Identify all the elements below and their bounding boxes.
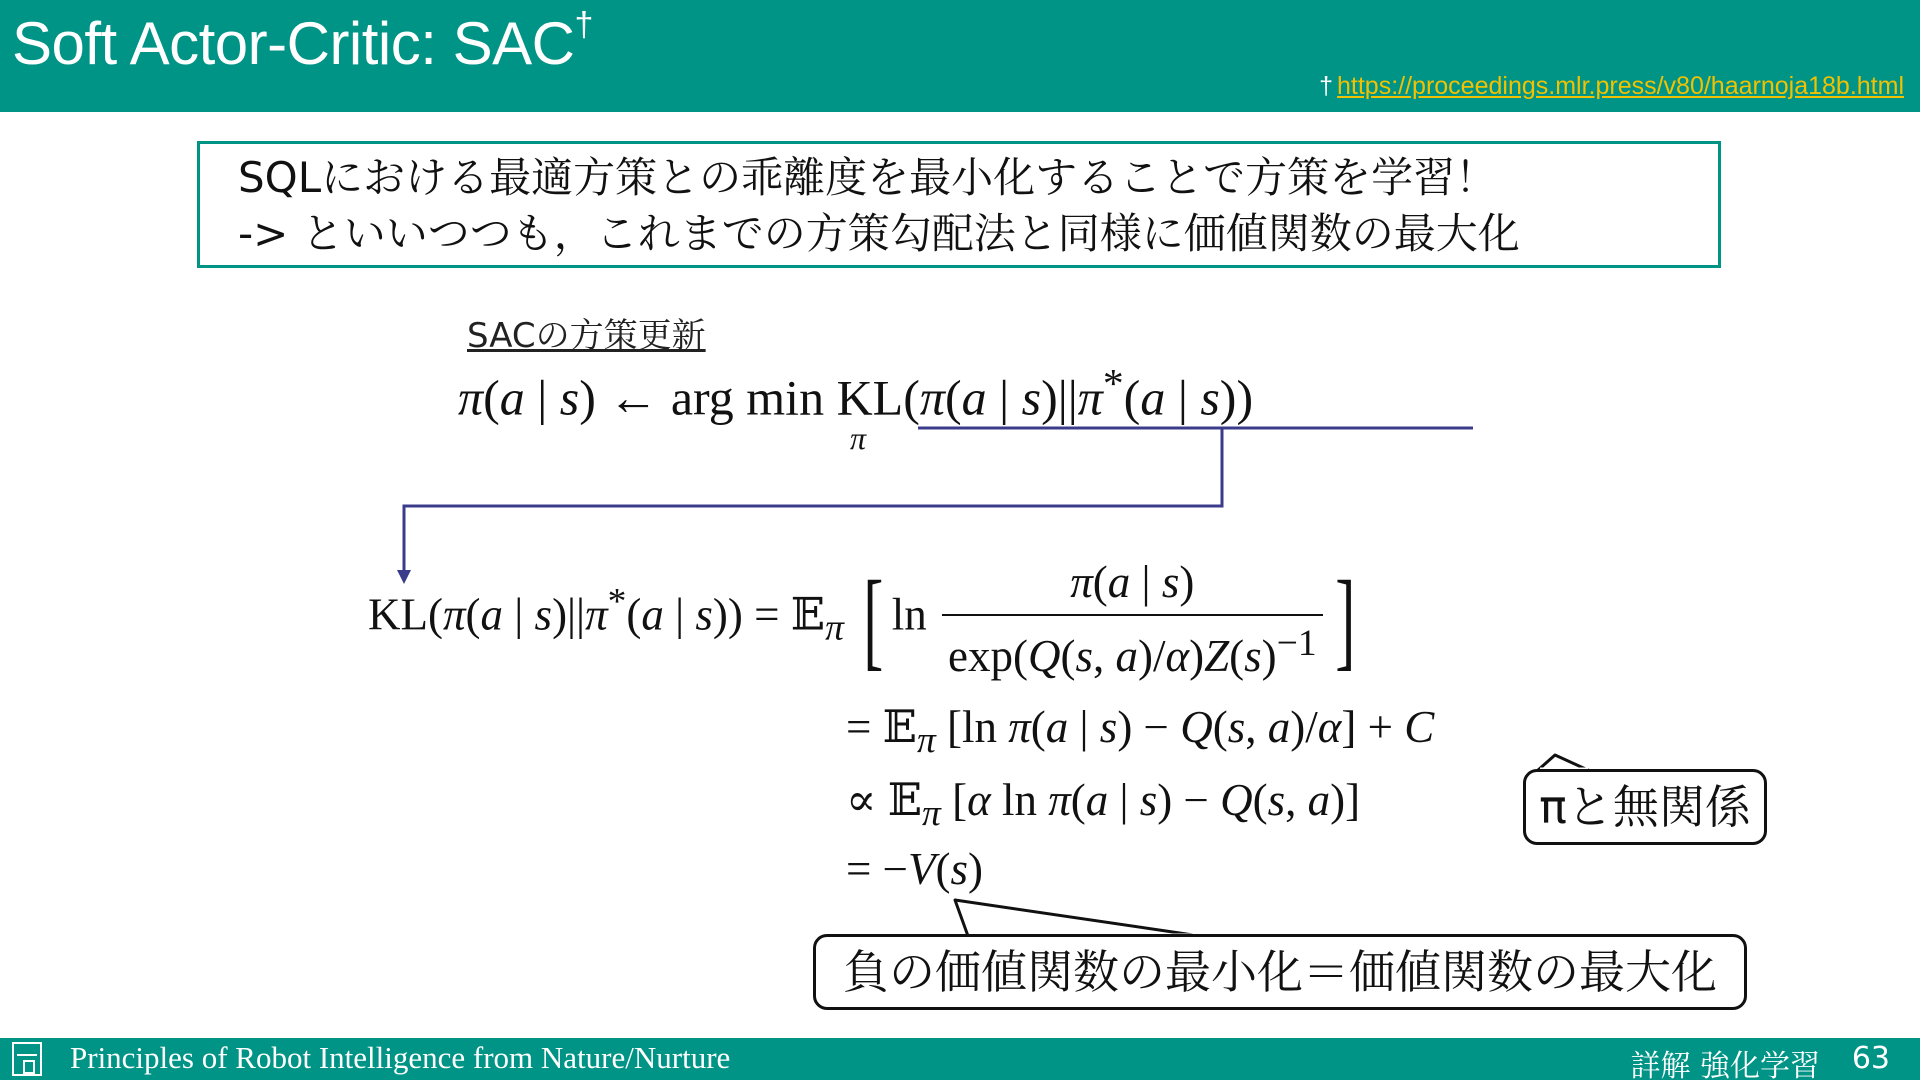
reference-link[interactable]: https://proceedings.mlr.press/v80/haarnoja18b.html <box>1337 72 1904 100</box>
kl-expansion-line-4: = −V(s) <box>846 844 984 894</box>
callout-pi-independent: πと無関係 <box>1523 769 1767 845</box>
key-statement-box <box>197 141 1721 268</box>
reference-dagger: † <box>1319 72 1334 100</box>
argmin-subscript: π <box>850 420 867 456</box>
sac-update-label: SACの方策更新 <box>467 316 706 356</box>
kl-expansion-line-1: KL(π(a | s)||π*(a | s)) = 𝔼$_\pi$ [ ln $\frac{\pi(a | s)}{\exp(Q(s, a)/\alpha)Z(s)^{-1}}$ ] <box>368 557 1355 681</box>
footer-org: Principles of Robot Intelligence from Nature/Nurture <box>70 1040 731 1075</box>
page-number: 63 <box>1851 1041 1890 1076</box>
sac-update-equation: π(a | s) ← arg min KL(π(a | s)||π*(a | s)) <box>458 361 1254 426</box>
statement-line-1: SQLにおける最適方策との乖離度を最小化することで方策を学習！ <box>238 153 1498 202</box>
title-bar <box>0 0 1920 112</box>
kl-expansion-line-3: ∝ 𝔼$_\pi$ [α ln π(a | s) − Q(s, a)] <box>846 775 1361 834</box>
statement-line-2: -> といいつつも，これまでの方策勾配法と同様に価値関数の最大化 <box>238 209 1520 258</box>
title-dagger: † <box>574 6 593 44</box>
kl-expansion-line-2: = 𝔼$_\pi$ [ln π(a | s) − Q(s, a)/α] + C <box>846 702 1435 761</box>
footer-course: 詳解 強化学習 <box>1630 1049 1820 1084</box>
footer-bar <box>0 1038 1920 1084</box>
slide-title <box>12 6 593 78</box>
slide-title-text: Soft Actor-Critic: SAC <box>12 10 575 77</box>
reference <box>1319 72 1904 101</box>
lab-logo-icon <box>12 1042 42 1076</box>
callout-conclusion: 負の価値関数の最小化＝価値関数の最大化 <box>813 934 1747 1010</box>
